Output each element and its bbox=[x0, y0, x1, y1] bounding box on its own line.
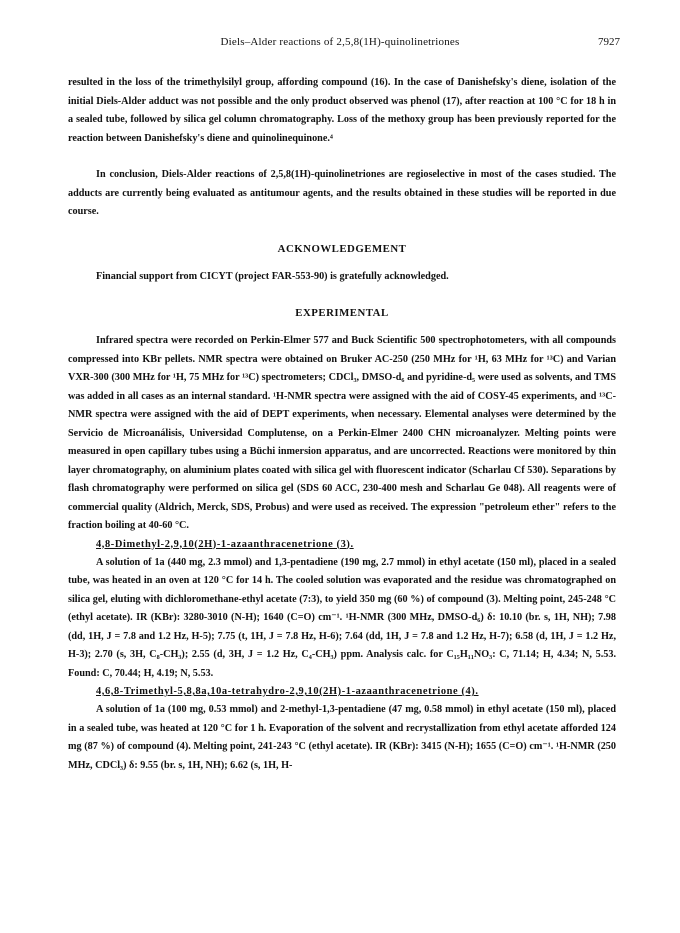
running-head-title: Diels–Alder reactions of 2,5,8(1H)-quinolinetriones bbox=[220, 36, 460, 48]
experimental-heading: EXPERIMENTAL bbox=[295, 307, 389, 319]
running-head bbox=[0, 36, 680, 52]
page-number: 7927 bbox=[598, 36, 620, 48]
paragraph-diene-results: resulted in the loss of the trimethylsilyl group, affording compound (16). In the case of Danishefsky's diene, isolation of the initial Diels-Alder adduct was not possible and the only product observed was phenol (17), after reaction at 100 °C for 18 h in a sealed tube, followed by silica gel column chromatography. Loss of the methoxy group has been previously reported for the reaction between Danishefsky's diene and quinolinequinone.⁴ bbox=[68, 77, 616, 144]
acknowledgement-heading: ACKNOWLEDGEMENT bbox=[277, 242, 407, 255]
acknowledgement-text: Financial support from CICYT (project FAR-553-90) is gratefully acknowledged. bbox=[96, 270, 449, 282]
article-body bbox=[68, 74, 616, 775]
compound-3-procedure: A solution of 1a (440 mg, 2.3 mmol) and 1,3-pentadiene (190 mg, 2.7 mmol) in ethyl acetate (150 ml), placed in a sealed tube, was heated in an oven at 120 °C for 14 h. The cooled solution was evaporated and the residue was chromatographed on silica gel, eluting with dichloromethane-ethyl acetate (7:3), to yield 350 mg (60 %) of compound (3). Melting point, 245-248 °C (ethyl acetate). IR (KBr): 3280-3010 (N-H); 1640 (C=O) cm⁻¹. ¹H-NMR (300 MHz, DMSO-d₆) δ: 10.10 (br. s, 1H, NH); 7.98 (dd, 1H, J = 7.8 and 1.2 Hz, H-5); 7.75 (t, 1H, J = 7.8 Hz, H-6); 7.64 (dd, 1H, J = 7.8 and 1.2 Hz, H-7); 6.58 (d, 1H, J = 1.2 Hz, H-3); 2.70 (s, 3H, C₈-CH₃); 2.55 (d, 3H, J = 1.2 Hz, C₄-CH₃) ppm. Analysis calc. for C₁₅H₁₁NO₃: C, 71.14; H, 4.34; N, 5.53. Found: C, 70.44; H, 4.19; N, 5.53. bbox=[68, 556, 616, 679]
experimental-general-methods: Infrared spectra were recorded on Perkin-Elmer 577 and Buck Scientific 500 spectrophotometers, with all compounds compressed into KBr pellets. NMR spectra were obtained on Bruker AC-250 (250 MHz for ¹H, 63 MHz for ¹³C) and Varian VXR-300 (300 MHz for ¹H, 75 MHz for ¹³C) spectrometers; CDCl₃, DMSO-d₆ and pyridine-d₅ were used as solvents, and TMS was added in all cases as an internal standard. ¹H-NMR spectra were assigned with the aid of COSY-45 experiments, and ¹³C-NMR spectra were assigned with the aid of DEPT experiments, when necessary. Elemental analyses were determined by the Servicio de Microanálisis, Universidad Complutense, on a Perkin-Elmer 2400 CHN microanalyzer. Melting points were measured in open capillary tubes using a Büchi inmersion apparatus, and are uncorrected. Reactions were monitored by thin layer chromatography, on aluminium plates coated with silica gel with fluorescent indicator (Scharlau Cf 530). Separations by flash chromatography were performed on silica gel (SDS 60 ACC, 230-400 mesh and Scharlau Ge 048). All reagents were of commercial quality (Aldrich, Merck, SDS, Probus) and were used as received. The expression "petroleum ether" refers to the fraction boiling at 40-60 °C. bbox=[68, 335, 616, 531]
compound-4-procedure: A solution of 1a (100 mg, 0.53 mmol) and 2-methyl-1,3-pentadiene (47 mg, 0.58 mmol) in ethyl acetate (150 ml), placed in a sealed tube, was heated at 120 °C for 1 h. Evaporation of the solvent and recrystallization from ethyl acetate afforded 124 mg (87 %) of compound (4). Melting point, 241-243 °C (ethyl acetate). IR (KBr): 3415 (N-H); 1655 (C=O) cm⁻¹. ¹H-NMR (250 MHz, CDCl₃) δ: 9.55 (br. s, 1H, NH); 6.62 (s, 1H, H- bbox=[68, 704, 616, 771]
paragraph-conclusion: In conclusion, Diels-Alder reactions of 2,5,8(1H)-quinolinetriones are regioselective in most of the cases studied. The adducts are currently being evaluated as antitumour agents, and the results obtained in these studies will be reported in due course. bbox=[68, 169, 616, 217]
compound-3-title: 4,8-Dimethyl-2,9,10(2H)-1-azaanthracenetrione (3). bbox=[96, 538, 354, 550]
compound-4-title: 4,6,8-Trimethyl-5,8,8a,10a-tetrahydro-2,9,10(2H)-1-azaanthracenetrione (4). bbox=[96, 686, 479, 697]
